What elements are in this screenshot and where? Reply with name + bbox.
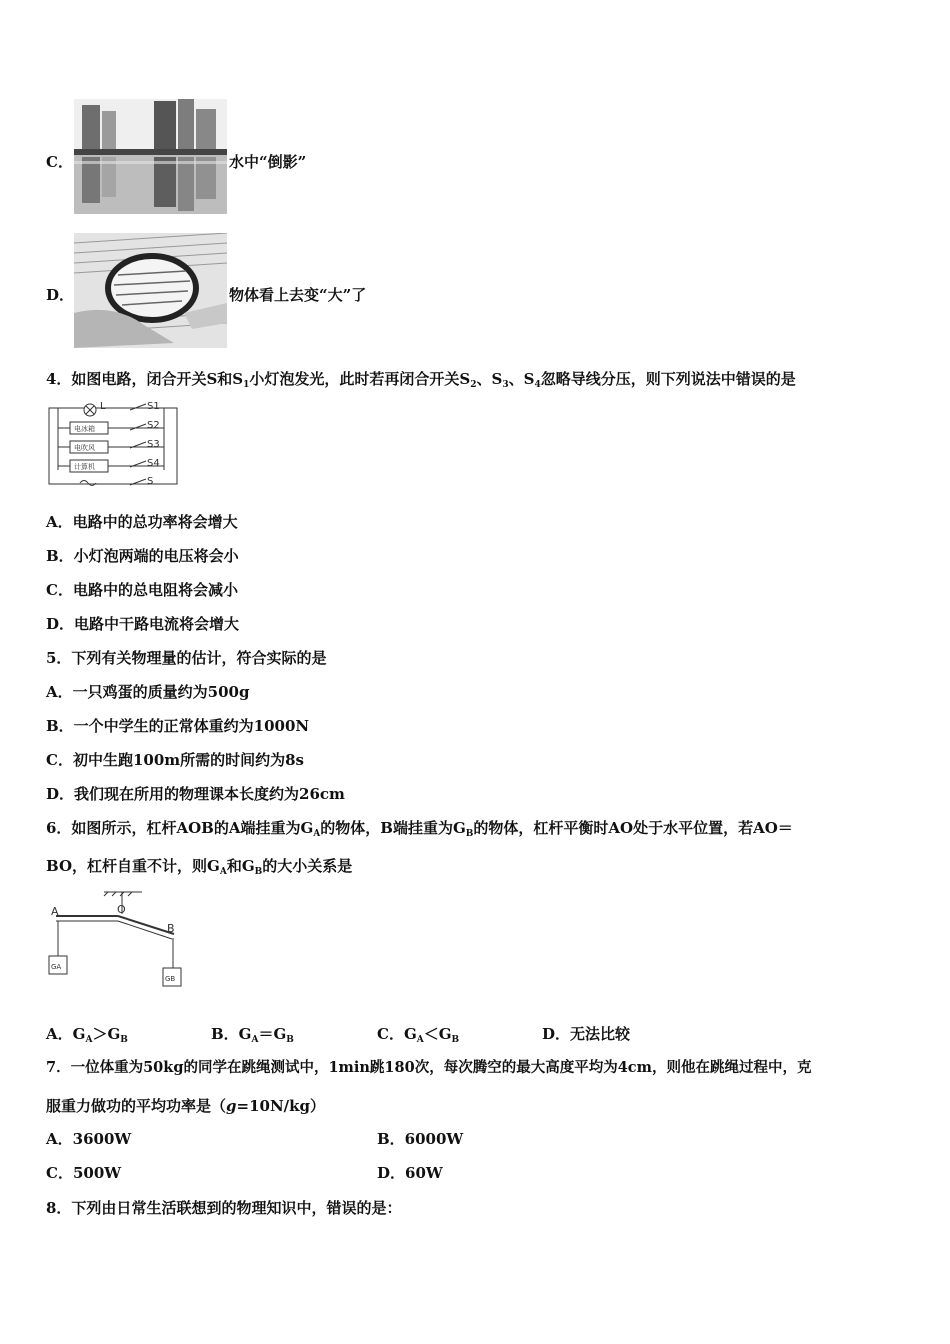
q4-option-a: A．电路中的总功率将会增大 (46, 513, 238, 531)
s2-label: S2 (147, 420, 160, 431)
lamp-label: L (100, 401, 106, 412)
q6-option-d: D．无法比较 (542, 1025, 631, 1043)
q6-option-b: B．$G_A=G_B$ (211, 1025, 294, 1045)
s-label: S (147, 476, 154, 487)
q4-option-c: C．电路中的总电阻将会减小 (46, 581, 238, 599)
q6-stem-line2: BO，杠杆自重不计，则$G_A$和$G_B$的大小关系是 (46, 857, 353, 877)
q7-option-c: C．500W (46, 1164, 122, 1182)
s3-label: S3 (147, 439, 160, 450)
q6-option-c: C．$G_A<G_B$ (377, 1025, 460, 1045)
s4-label: S4 (147, 458, 160, 469)
q4-option-b: B．小灯泡两端的电压将会小 (46, 547, 239, 565)
q8-stem: 8．下列由日常生活联想到的物理知识中，错误的是： (46, 1199, 402, 1217)
q7-stem-line1: 7．一位体重为50kg的同学在跳绳测试中，1min跳180次，每次腾空的最大高度平均为4cm，则他在跳绳过程中，克 (46, 1059, 812, 1076)
gb-label: GB (165, 975, 176, 983)
hairdryer-label: 电吹风 (74, 444, 95, 452)
q5-stem: 5．下列有关物理量的估计，符合实际的是 (46, 649, 327, 667)
q7-option-b: B．6000W (377, 1130, 464, 1148)
option-d-label: D． (46, 286, 75, 304)
point-o-label: O (117, 903, 126, 916)
q6-stem-line1: 6．如图所示，杠杆AOB的A端挂重为$G_A$的物体，B端挂重为$G_B$的物体，杠杆平衡时AO处于水平位置，若AO＝ (46, 819, 793, 839)
option-c-caption: 水中“倒影” (229, 153, 307, 171)
q7-stem-line2: 服重力做功的平均功率是（g=10N/kg） (46, 1097, 326, 1115)
q6-option-a: A．$G_A>G_B$ (46, 1025, 128, 1045)
q5-option-a: A．一只鸡蛋的质量约为500g (46, 683, 250, 701)
point-b-label: B (167, 922, 175, 935)
magnifier-photo (74, 233, 227, 348)
fridge-label: 电冰箱 (74, 425, 95, 433)
q5-option-c: C．初中生跑100m所需的时间约为8s (46, 751, 305, 769)
s1-label: S1 (147, 401, 160, 412)
q7-option-d: D．60W (377, 1164, 443, 1182)
computer-label: 计算机 (74, 463, 95, 471)
lever-diagram (46, 888, 186, 992)
q4-option-d: D．电路中干路电流将会增大 (46, 615, 240, 633)
point-a-label: A (51, 905, 59, 918)
q5-option-b: B．一个中学生的正常体重约为1000N (46, 717, 310, 735)
option-c-label: C． (46, 153, 73, 171)
q4-stem: 4．如图电路，闭合开关S和$S_1$小灯泡发光，此时若再闭合开关$S_2$、$S_3$、$S_4$忽略导线分压，则下列说法中错误的是 (46, 370, 796, 390)
q5-option-d: D．我们现在所用的物理课本长度约为26cm (46, 785, 345, 803)
option-d-caption: 物体看上去变“大”了 (229, 286, 367, 304)
reflection-photo (74, 99, 227, 214)
q7-option-a: A．3600W (46, 1130, 132, 1148)
ga-label: GA (51, 963, 62, 971)
circuit-diagram (46, 398, 186, 490)
